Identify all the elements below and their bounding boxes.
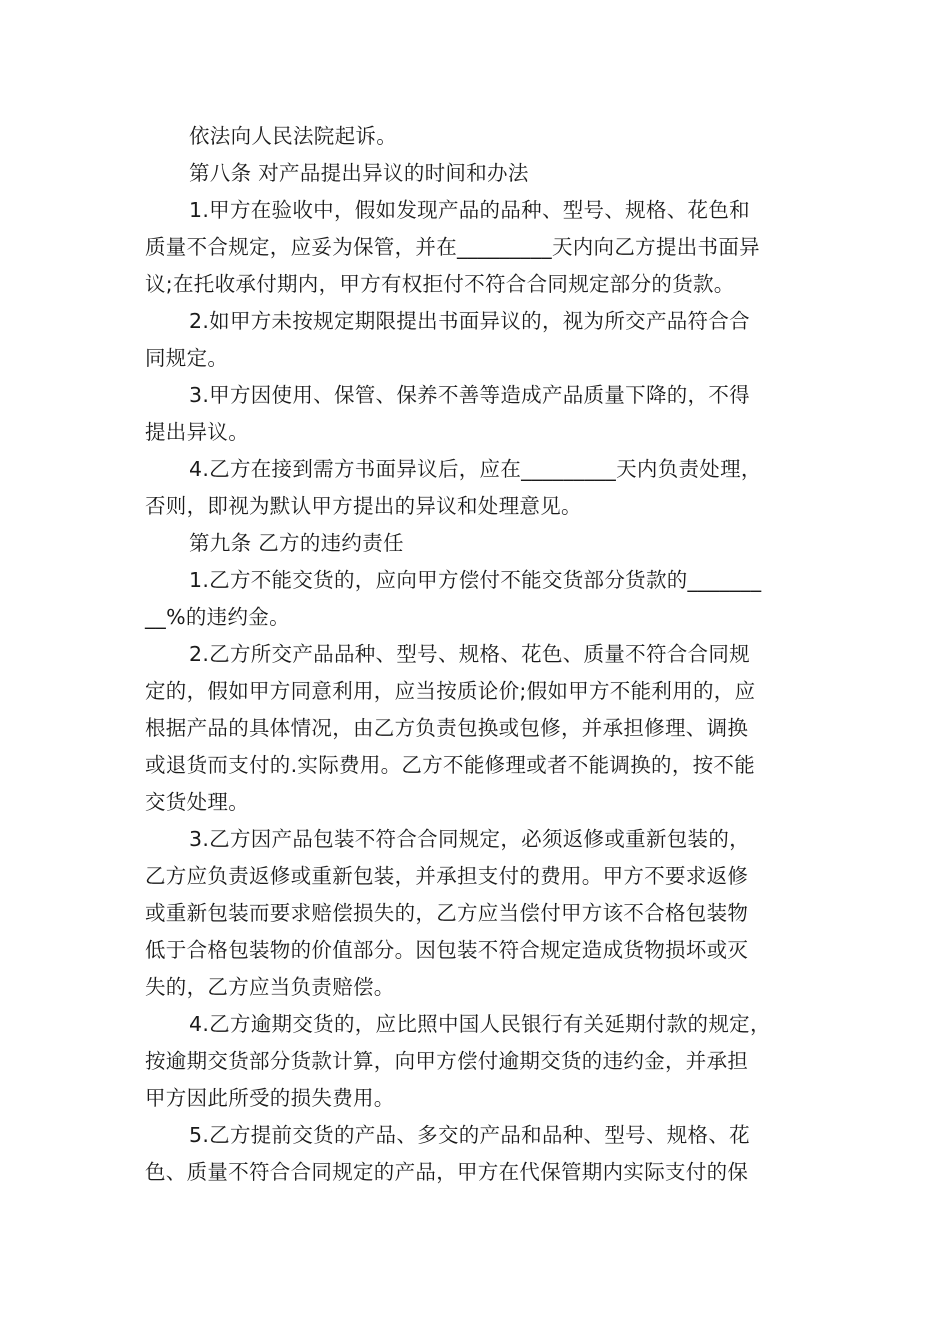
paragraph-line: 低于合格包装物的价值部分。因包装不符合规定造成货物损坏或灭 [145,938,749,962]
document-body [145,118,807,1191]
paragraph-line: 交货处理。 [145,790,249,814]
paragraph-line: 3.乙方因产品包装不符合合同规定，必须返修或重新包装的， [189,827,750,851]
paragraph-line: 失的，乙方应当负责赔偿。 [145,975,395,999]
paragraph-line: __%的违约金。 [145,605,290,629]
paragraph-line: 1.甲方在验收中，假如发现产品的品种、型号、规格、花色和 [189,198,750,222]
paragraph-line: 5.乙方提前交货的产品、多交的产品和品种、型号、规格、花 [189,1123,750,1147]
paragraph-line: 或退货而支付的.实际费用。乙方不能修理或者不能调换的，按不能 [145,753,756,777]
paragraph-line: 按逾期交货部分货款计算，向甲方偿付逾期交货的违约金，并承担 [145,1049,749,1073]
paragraph-line: 2.如甲方未按规定期限提出书面异议的，视为所交产品符合合 [189,309,750,333]
paragraph-line: 议;在托收承付期内，甲方有权拒付不符合合同规定部分的货款。 [145,272,735,296]
paragraph-line: 提出异议。 [145,420,249,444]
paragraph-line: 4.乙方逾期交货的，应比照中国人民银行有关延期付款的规定， [189,1012,771,1036]
paragraph-line: 质量不合规定，应妥为保管，并在_________天内向乙方提出书面异 [145,235,760,259]
paragraph-line: 2.乙方所交产品品种、型号、规格、花色、质量不符合合同规 [189,642,750,666]
paragraph-line: 同规定。 [145,346,229,370]
paragraph-line: 或重新包装而要求赔偿损失的，乙方应当偿付甲方该不合格包装物 [145,901,749,925]
paragraph-line: 否则，即视为默认甲方提出的异议和处理意见。 [145,494,582,518]
paragraph-line: 色、质量不符合合同规定的产品，甲方在代保管期内实际支付的保 [145,1160,749,1184]
paragraph-line: 4.乙方在接到需方书面异议后，应在_________天内负责处理， [189,457,762,481]
section-heading-article-9: 第九条 乙方的违约责任 [189,531,404,555]
paragraph-line: 根据产品的具体情况，由乙方负责包换或包修，并承担修理、调换 [145,716,749,740]
section-heading-article-8: 第八条 对产品提出异议的时间和办法 [189,161,529,185]
paragraph-line: 乙方应负责返修或重新包装，并承担支付的费用。甲方不要求返修 [145,864,749,888]
paragraph-line: 甲方因此所受的损失费用。 [145,1086,395,1110]
paragraph-line: 3.甲方因使用、保管、保养不善等造成产品质量下降的，不得 [189,383,750,407]
paragraph-line: 1.乙方不能交货的，应向甲方偿付不能交货部分货款的_______ [189,568,762,592]
paragraph-line: 定的，假如甲方同意利用，应当按质论价;假如甲方不能利用的，应 [145,679,756,703]
paragraph-line: 依法向人民法院起诉。 [189,124,397,148]
